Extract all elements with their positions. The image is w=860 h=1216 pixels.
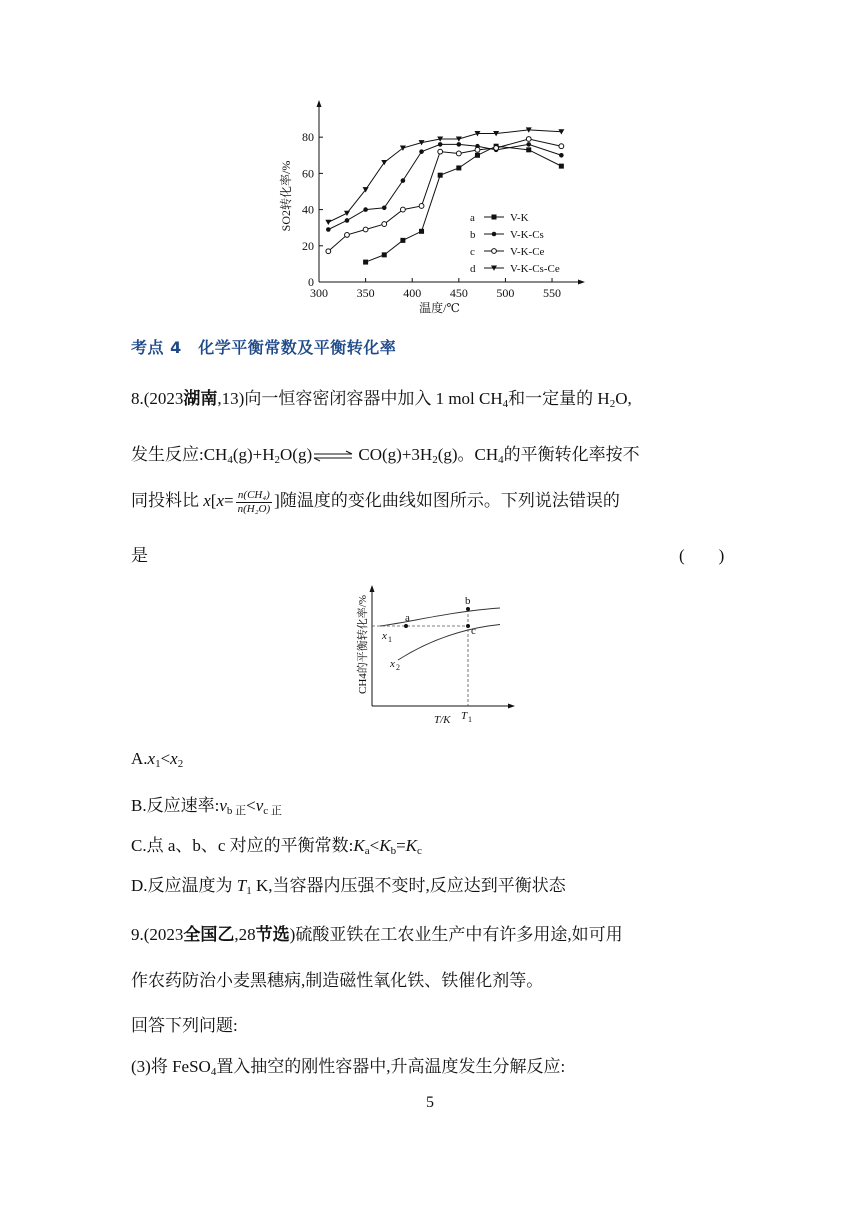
series-a-point xyxy=(526,147,531,152)
y-axis-arrow xyxy=(317,100,322,107)
diagram-y-axis-label: CH4的平衡转化率/% xyxy=(357,595,369,694)
point-b-label: b xyxy=(465,595,471,607)
series-a-point xyxy=(419,229,424,234)
x1-label: x xyxy=(382,630,387,642)
point-c-label: c xyxy=(471,625,476,637)
q9-line-2: 作农药防治小麦黑穗病,制造磁性氧化铁、铁催化剂等。 xyxy=(131,971,544,990)
q9-line-1: 9.(2023全国乙,28节选)硫酸亚铁在工农业生产中有许多用途,如可用 xyxy=(131,925,623,945)
series-c-point xyxy=(559,144,564,149)
series-c-point xyxy=(326,249,331,254)
svg-text:1: 1 xyxy=(388,635,392,644)
series-d-point xyxy=(325,220,331,225)
y-tick-label: 20 xyxy=(302,238,314,253)
svg-text:2: 2 xyxy=(396,663,400,672)
equilibrium-arrow-icon xyxy=(312,450,354,462)
series-c-point xyxy=(400,207,405,212)
series-a-point xyxy=(400,238,405,243)
series-b-point xyxy=(382,205,387,210)
q8-line-1: 8.(2023湖南,13)向一恒容密闭容器中加入 1 mol $CH_4$和一定量的 $H_2O$, xyxy=(131,389,632,410)
y-axis-label: SO2转化率/% xyxy=(279,160,293,232)
series-d-point xyxy=(344,211,350,216)
option-c: C.点 a、b、c 对应的平衡常数$:K_a<K_b=K_c$ xyxy=(131,836,422,857)
x2-label: x xyxy=(390,658,395,670)
series-b-point xyxy=(401,178,406,183)
series-c-point xyxy=(438,149,443,154)
x-tick-label: 450 xyxy=(449,286,468,300)
series-b-point xyxy=(345,218,350,223)
diagram-x-axis-label: T/K xyxy=(434,714,451,726)
x-tick-label: 550 xyxy=(543,286,562,300)
y-tick-label: 60 xyxy=(302,166,314,181)
point-a-label: a xyxy=(405,612,410,624)
x-tick-label: 350 xyxy=(356,286,375,300)
q9-line-3: 回答下列问题: xyxy=(131,1016,238,1035)
x-tick-label: 400 xyxy=(403,286,422,300)
legend-key-a: a xyxy=(470,212,475,224)
series-c-point xyxy=(475,147,480,152)
series-line-d xyxy=(328,130,561,222)
y-tick-label: 40 xyxy=(302,202,314,217)
option-b: B.反应速率$:v_{b 正}<v_{c 正}$ xyxy=(131,796,282,817)
series-a-point xyxy=(438,173,443,178)
series-c-point xyxy=(494,146,499,151)
y-tick-label: 0 xyxy=(308,275,314,289)
y-tick-label: 80 xyxy=(302,130,314,145)
series-d-point xyxy=(381,160,387,165)
legend-name-a: V-K xyxy=(510,212,529,224)
series-a-point xyxy=(475,153,480,158)
series-b-point xyxy=(438,142,443,147)
series-b-point xyxy=(363,207,368,212)
point-b-marker xyxy=(466,607,470,611)
series-c-point xyxy=(526,137,531,142)
series-b-point xyxy=(457,142,462,147)
legend-marker-a xyxy=(492,215,497,220)
legend-name-b: V-K-Cs xyxy=(510,229,544,241)
q8-line-4: 是 xyxy=(131,546,148,565)
option-d: D.反应温度为 $T_1$ K,当容器内压强不变时,反应达到平衡状态 xyxy=(131,876,566,897)
x-axis-label: 温度/℃ xyxy=(419,301,460,315)
series-c-point xyxy=(419,204,424,209)
q8-line-2: 发生反应$:CH_4(g)+H_2O(g)$ $CO(g)+3H_2(g)$。$CH_4$的平衡转化率按不 xyxy=(131,445,640,466)
section-heading: 考点 4 化学平衡常数及平衡转化率 xyxy=(131,338,397,357)
page-number: 5 xyxy=(426,1094,434,1111)
series-line-a xyxy=(366,146,562,262)
series-a-point xyxy=(559,164,564,169)
series-a-point xyxy=(382,252,387,257)
ch4-conversion-diagram xyxy=(350,582,520,730)
t1-label: T xyxy=(461,710,468,722)
answer-parentheses: ( ) xyxy=(679,546,725,565)
series-c-point xyxy=(456,151,461,156)
q9-line-4: (3)将 FeSO$_4$置入抽空的刚性容器中,升高温度发生分解反应: xyxy=(131,1057,566,1078)
so2-conversion-chart xyxy=(270,100,600,320)
legend-marker-b xyxy=(492,232,497,237)
series-b-point xyxy=(326,227,331,232)
svg-text:1: 1 xyxy=(468,715,472,724)
series-b-point xyxy=(559,153,564,158)
x-tick-label: 300 xyxy=(310,286,328,300)
legend-key-c: c xyxy=(470,246,475,258)
feed-ratio-fraction: $\frac{\text{n(CH₄)}}{\text{n(H₂O)}}$ xyxy=(237,488,271,515)
series-c-point xyxy=(363,227,368,232)
series-a-point xyxy=(456,165,461,170)
legend-name-c: V-K-Ce xyxy=(510,246,545,258)
series-a-point xyxy=(363,260,368,265)
legend-key-d: d xyxy=(470,263,476,275)
series-b-point xyxy=(419,149,424,154)
x-tick-label: 500 xyxy=(496,286,515,300)
point-c-marker xyxy=(466,624,470,628)
series-c-point xyxy=(382,222,387,227)
q8-line-3: 同投料比 x[x= $\frac{\text{n(CH₄)}}{\text{n(H₂O)}}$ ]随温度的变化曲线如图所示。下列说法错误的 xyxy=(131,488,620,515)
point-a-marker xyxy=(404,624,408,628)
legend-name-d: V-K-Cs-Ce xyxy=(510,263,560,275)
x-axis-arrow xyxy=(578,280,585,285)
legend-key-b: b xyxy=(470,229,476,241)
option-a: $A.x_1<x_2$ xyxy=(131,749,184,770)
legend-marker-c xyxy=(492,249,497,254)
series-c-point xyxy=(345,233,350,238)
series-b-point xyxy=(526,142,531,147)
